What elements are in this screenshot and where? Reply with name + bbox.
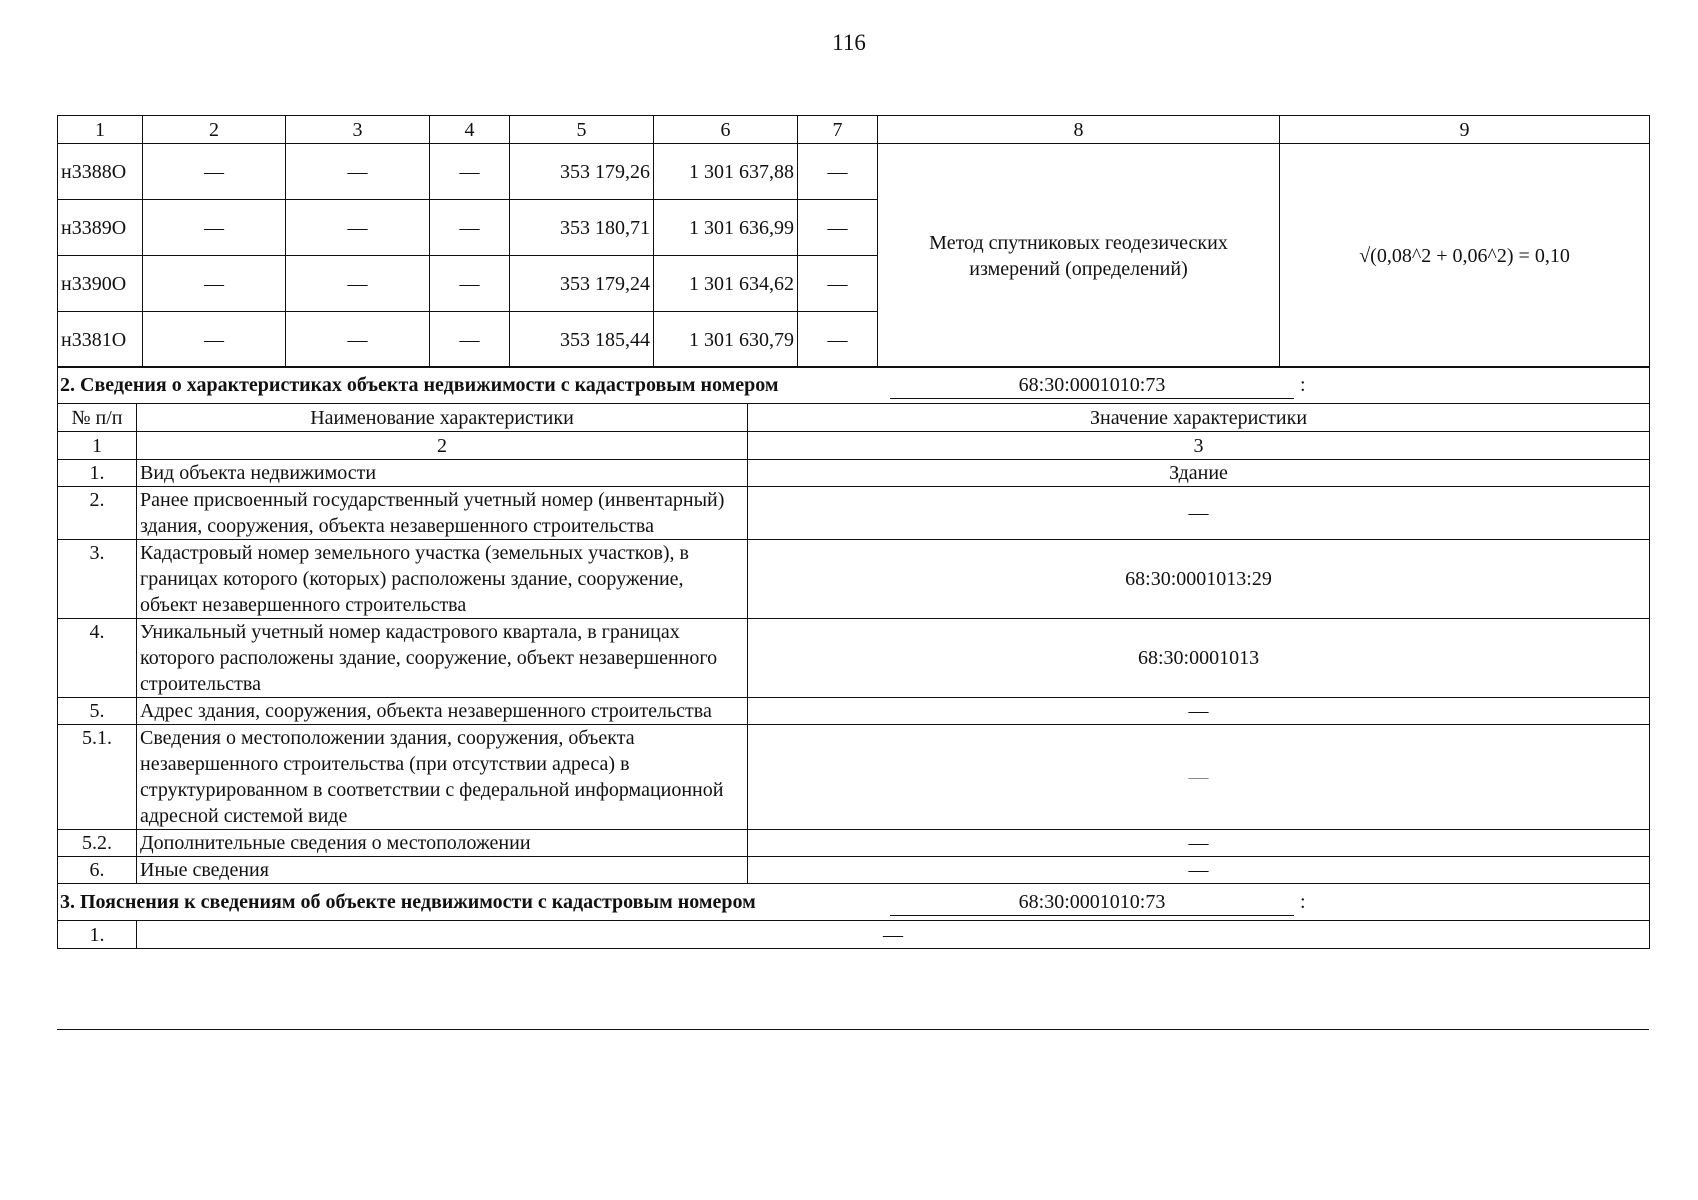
table-row (58, 487, 1650, 540)
table-row (58, 725, 1650, 830)
table-row (58, 830, 1650, 857)
col-number: 1 (58, 432, 137, 460)
row-num: 1. (58, 921, 137, 949)
cell-dash: — (143, 256, 286, 312)
cell-dash: — (143, 144, 286, 200)
row-value: 68:30:0001013:29 (748, 540, 1650, 619)
table-row (58, 460, 1650, 487)
cell-dash: — (798, 200, 878, 256)
header-value: Значение характеристики (748, 404, 1650, 432)
table-row (58, 921, 1650, 949)
coord-y: 1 301 636,99 (654, 200, 798, 256)
col-header: 9 (1280, 116, 1650, 144)
section-3-colon: : (1300, 891, 1306, 913)
coord-y: 1 301 634,62 (654, 256, 798, 312)
col-header: 2 (143, 116, 286, 144)
cell-dash: — (430, 200, 510, 256)
coord-x: 353 179,24 (510, 256, 654, 312)
row-value: — (137, 921, 1650, 949)
coord-x: 353 185,44 (510, 312, 654, 368)
formula-cell: √(0,08^2 + 0,06^2) = 0,10 (1280, 144, 1650, 368)
cell-dash: — (286, 312, 430, 368)
page-number: 116 (832, 30, 866, 55)
row-name: Сведения о местоположении здания, сооружения, объекта незавершенного строительства (при отсутствии адреса) в структурированном в соответствии с федеральной информационной адресной системой виде (137, 725, 748, 830)
cell-dash: — (143, 200, 286, 256)
col-number: 3 (748, 432, 1650, 460)
row-value: — (748, 857, 1650, 884)
row-num: 3. (58, 540, 137, 619)
col-header: 7 (798, 116, 878, 144)
coord-y: 1 301 630,79 (654, 312, 798, 368)
cell-dash: — (286, 256, 430, 312)
row-num: 6. (58, 857, 137, 884)
header-name: Наименование характеристики (137, 404, 748, 432)
section-2-title-row (58, 367, 1650, 404)
row-name: Адрес здания, сооружения, объекта незавершенного строительства (137, 698, 748, 725)
row-name: Иные сведения (137, 857, 748, 884)
table-row (58, 857, 1650, 884)
coord-y: 1 301 637,88 (654, 144, 798, 200)
row-name: Вид объекта недвижимости (137, 460, 748, 487)
row-value: 68:30:0001013 (748, 619, 1650, 698)
table-row (58, 698, 1650, 725)
row-num: 1. (58, 460, 137, 487)
section-2-title: 2. Сведения о характеристиках объекта недвижимости с кадастровым номером (60, 374, 779, 396)
section-3-title: 3. Пояснения к сведениям об объекте недвижимости с кадастровым номером (60, 891, 756, 913)
row-value: — (748, 725, 1650, 830)
row-value: — (748, 698, 1650, 725)
point-name: н3388О (58, 144, 143, 200)
coord-x: 353 179,26 (510, 144, 654, 200)
header-num: № п/п (58, 404, 137, 432)
col-header: 6 (654, 116, 798, 144)
cell-dash: — (430, 256, 510, 312)
table-row (58, 540, 1650, 619)
characteristics-table (57, 366, 1650, 949)
cell-dash: — (286, 144, 430, 200)
section-2-colon: : (1300, 374, 1306, 396)
point-name: н3390О (58, 256, 143, 312)
cell-dash: — (798, 144, 878, 200)
coordinates-header-row (58, 116, 1650, 144)
cell-dash: — (430, 312, 510, 368)
cell-dash: — (430, 144, 510, 200)
cell-dash: — (143, 312, 286, 368)
col-number: 2 (137, 432, 748, 460)
method-cell: Метод спутниковых геодезических измерений (определений) (878, 144, 1280, 368)
col-header: 3 (286, 116, 430, 144)
section-2-cadastral-number: 68:30:0001010:73 (890, 372, 1294, 399)
row-num: 4. (58, 619, 137, 698)
cell-dash: — (798, 256, 878, 312)
coord-x: 353 180,71 (510, 200, 654, 256)
row-num: 2. (58, 487, 137, 540)
point-name: н3381О (58, 312, 143, 368)
col-header: 4 (430, 116, 510, 144)
row-name: Кадастровый номер земельного участка (земельных участков), в границах которого (которых) расположены здание, сооружение, объект незавершенного строительства (137, 540, 748, 619)
cell-dash: — (286, 200, 430, 256)
characteristics-header-row (58, 404, 1650, 432)
cell-dash: — (798, 312, 878, 368)
row-num: 5.2. (58, 830, 137, 857)
bottom-rule (57, 1029, 1649, 1030)
row-num: 5. (58, 698, 137, 725)
table-row (58, 144, 1650, 200)
column-numbers-row (58, 432, 1650, 460)
row-name: Дополнительные сведения о местоположении (137, 830, 748, 857)
coordinates-table (57, 115, 1650, 368)
row-value: Здание (748, 460, 1650, 487)
row-name: Ранее присвоенный государственный учетный номер (инвентарный) здания, сооружения, объекта незавершенного строительства (137, 487, 748, 540)
table-row (58, 619, 1650, 698)
row-num: 5.1. (58, 725, 137, 830)
col-header: 8 (878, 116, 1280, 144)
col-header: 1 (58, 116, 143, 144)
row-value: — (748, 487, 1650, 540)
section-3-title-row (58, 884, 1650, 921)
row-name: Уникальный учетный номер кадастрового квартала, в границах которого расположены здание, сооружение, объект незавершенного строительства (137, 619, 748, 698)
point-name: н3389О (58, 200, 143, 256)
col-header: 5 (510, 116, 654, 144)
section-3-cadastral-number: 68:30:0001010:73 (890, 889, 1294, 916)
row-value: — (748, 830, 1650, 857)
